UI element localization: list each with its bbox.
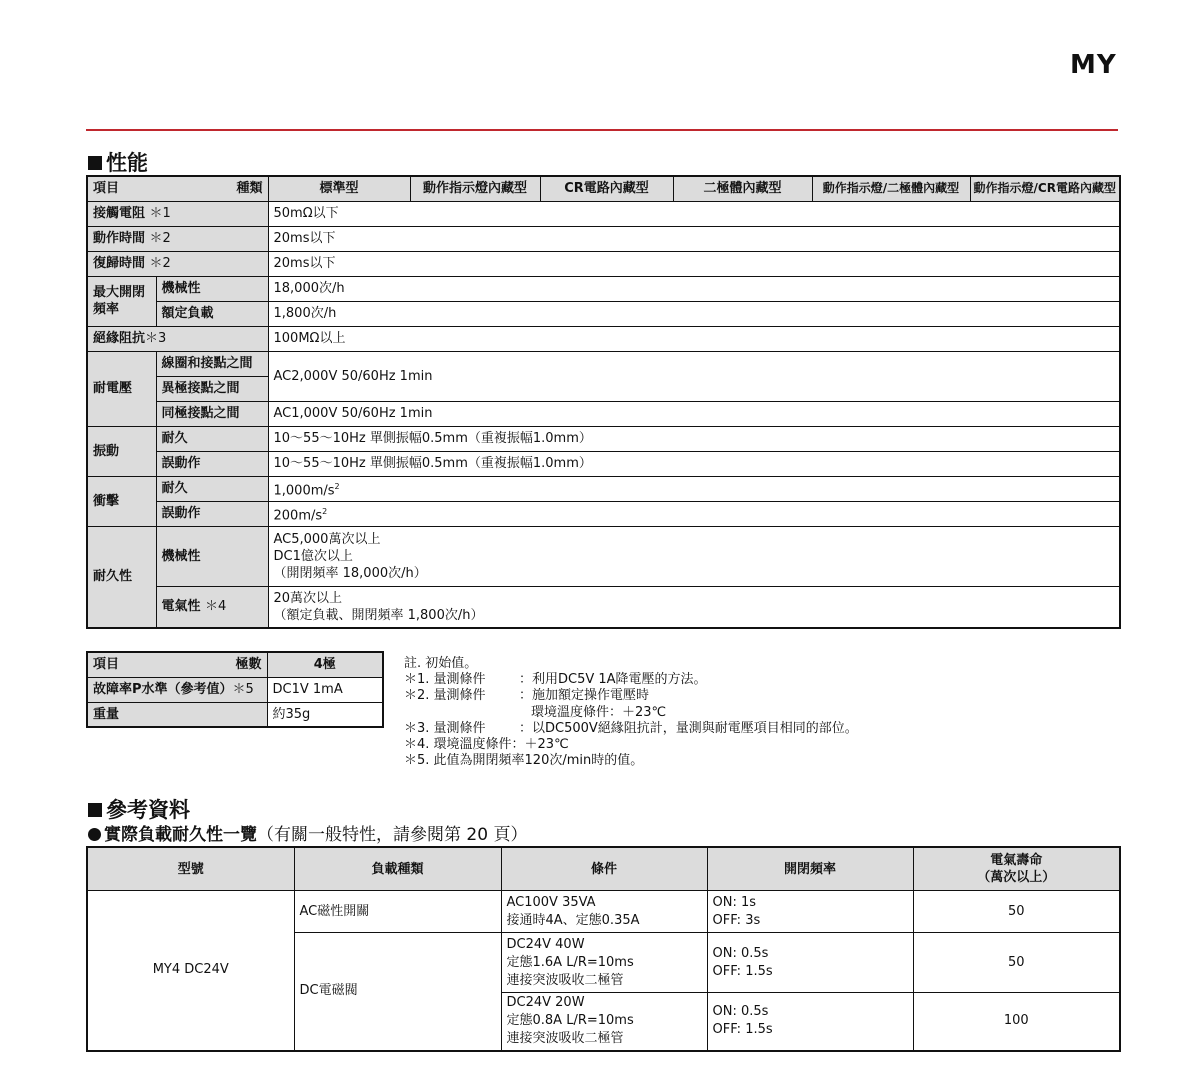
note-4: ＊4. 環境溫度條件：＋23℃ (404, 737, 569, 753)
label-max-freq-rated: 額定負載 (156, 301, 268, 326)
subsection-reference: （有關一般特性，請參閱第 20 頁） (257, 825, 528, 845)
label-dielectric: 耐電壓 (87, 351, 156, 426)
label-release-time: 復歸時間 ＊2 (87, 251, 268, 276)
cell-cond-1: AC100V 35VA 接通時4A、定態0.35A (501, 891, 707, 933)
col-standard: 標準型 (268, 176, 410, 201)
header-condition: 條件 (501, 847, 707, 891)
value-release-time: 20ms以下 (268, 251, 1120, 276)
value-dielectric-2: AC1,000V 50/60Hz 1min (268, 401, 1120, 426)
header-divider (86, 129, 1118, 131)
cell-life-2: 50 (913, 933, 1120, 993)
row-vibration-malfunction (87, 451, 1120, 476)
col-indicator: 動作指示燈內藏型 (410, 176, 540, 201)
value-contact-resistance: 50mΩ以下 (268, 201, 1120, 226)
section-reference-title: 參考資料 (106, 798, 190, 822)
cell-ac-load: AC磁性開關 (294, 891, 501, 933)
note-1: ＊1. 量測條件 ：利用DC5V 1A降電壓的方法。 (404, 672, 707, 688)
circle-bullet-icon (88, 828, 101, 841)
label-shock-durability: 耐久 (156, 476, 268, 501)
label-vibration: 振動 (87, 426, 156, 476)
poles-table (86, 651, 384, 728)
label-life-mechanical: 機械性 (156, 526, 268, 586)
label-contact-resistance: 接觸電阻 ＊1 (87, 201, 268, 226)
header-electrical-life: 電氣壽命 （萬次以上） (913, 847, 1120, 891)
label-failure-rate: 故障率P水準（參考值）＊5 (87, 677, 267, 702)
value-vibration-malfunction: 10～55～10Hz 單側振幅0.5mm（重複振幅1.0mm） (268, 451, 1120, 476)
label-weight: 重量 (87, 702, 267, 727)
value-shock-durability: $1,000m/s^2$ (268, 476, 1120, 501)
value-operate-time: 20ms以下 (268, 226, 1120, 251)
row-dielectric-3 (87, 401, 1120, 426)
row-max-freq-rated (87, 301, 1120, 326)
load-life-row-1 (87, 891, 1120, 933)
header-model: 型號 (87, 847, 294, 891)
load-life-header-row (87, 847, 1120, 891)
performance-table (86, 175, 1121, 629)
note-2: ＊2. 量測條件 ：施加額定操作電壓時 (404, 688, 650, 704)
col-diode: 二極體內藏型 (673, 176, 812, 201)
header-frequency: 開閉頻率 (707, 847, 913, 891)
perf-header-item-type (87, 176, 268, 201)
row-vibration-durability (87, 426, 1120, 451)
row-release-time (87, 251, 1120, 276)
label-insulation: 絕緣阻抗＊3 (87, 326, 268, 351)
label-max-freq-mechanical: 機械性 (156, 276, 268, 301)
row-shock-malfunction (87, 501, 1120, 526)
perf-header-row (87, 176, 1120, 201)
value-failure-rate: DC1V 1mA (267, 677, 383, 702)
label-same-pole: 同極接點之間 (156, 401, 268, 426)
row-insulation (87, 326, 1120, 351)
value-life-electrical: 20萬次以上 （額定負載、開閉頻率 1,800次/h） (268, 586, 1120, 628)
row-operate-time (87, 226, 1120, 251)
col-indicator-diode: 動作指示燈/二極體內藏型 (812, 176, 970, 201)
col-cr: CR電路內藏型 (540, 176, 673, 201)
value-weight: 約35g (267, 702, 383, 727)
row-failure-rate (87, 677, 383, 702)
value-insulation: 100MΩ以上 (268, 326, 1120, 351)
cell-life-3: 100 (913, 993, 1120, 1051)
row-dielectric-1 (87, 351, 1120, 376)
value-max-freq-rated: 1,800次/h (268, 301, 1120, 326)
header-load-type: 負載種類 (294, 847, 501, 891)
cell-life-1: 50 (913, 891, 1120, 933)
poles-header-item: 項目 極數 (87, 652, 267, 677)
col-indicator-cr: 動作指示燈/CR電路內藏型 (970, 176, 1120, 201)
section-performance-heading (88, 147, 148, 177)
square-bullet-icon (88, 803, 102, 817)
row-shock-durability (87, 476, 1120, 501)
label-life: 耐久性 (87, 526, 156, 628)
cell-cond-3: DC24V 20W 定態0.8A L/R=10ms 連接突波吸收二極管 (501, 993, 707, 1051)
subsection-title: 實際負載耐久性一覽 (104, 825, 257, 845)
cell-cond-2: DC24V 40W 定態1.6A L/R=10ms 連接突波吸收二極管 (501, 933, 707, 993)
value-dielectric-1: AC2,000V 50/60Hz 1min (268, 351, 1120, 401)
value-vibration-durability: 10～55～10Hz 單側振幅0.5mm（重複振幅1.0mm） (268, 426, 1120, 451)
label-diff-pole: 異極接點之間 (156, 376, 268, 401)
cell-model: MY4 DC24V (87, 891, 294, 1051)
row-life-electrical (87, 586, 1120, 628)
header-item-label: 項目 (93, 181, 120, 197)
note-intro: 註. 初始值。 (404, 656, 478, 671)
load-life-table (86, 846, 1121, 1052)
poles-header-row (87, 652, 383, 677)
section-performance-title: 性能 (106, 151, 148, 175)
row-max-freq-mech (87, 276, 1120, 301)
value-shock-malfunction: $200m/s^2$ (268, 501, 1120, 526)
cell-freq-3: ON: 0.5s OFF: 1.5s (707, 993, 913, 1051)
cell-freq-1: ON: 1s OFF: 3s (707, 891, 913, 933)
label-vibration-malfunction: 誤動作 (156, 451, 268, 476)
row-life-mechanical (87, 526, 1120, 586)
label-life-electrical: 電氣性 ＊4 (156, 586, 268, 628)
note-3: ＊3. 量測條件 ：以DC500V絕緣阻抗計，量測與耐電壓項目相同的部位。 (404, 720, 858, 736)
cell-freq-2: ON: 0.5s OFF: 1.5s (707, 933, 913, 993)
value-max-freq-mechanical: 18,000次/h (268, 276, 1120, 301)
label-vibration-durability: 耐久 (156, 426, 268, 451)
notes-block (404, 656, 858, 769)
value-life-mechanical: AC5,000萬次以上 DC1億次以上 （開閉頻率 18,000次/h） (268, 526, 1120, 586)
row-weight (87, 702, 383, 727)
label-shock: 衝擊 (87, 476, 156, 526)
label-max-freq: 最大開閉頻率 (87, 276, 156, 326)
poles-header-4: 4極 (267, 652, 383, 677)
note-5: ＊5. 此值為開閉頻率120次/min時的值。 (404, 753, 644, 769)
brand-title: MY (1070, 50, 1117, 80)
label-operate-time: 動作時間 ＊2 (87, 226, 268, 251)
note-2-cont: 環境溫度條件：＋23℃ (531, 704, 667, 720)
square-bullet-icon (88, 156, 102, 170)
subsection-load-life (88, 820, 527, 845)
header-type-label: 種類 (236, 181, 263, 197)
row-contact-resistance (87, 201, 1120, 226)
label-shock-malfunction: 誤動作 (156, 501, 268, 526)
cell-dc-load: DC電磁閥 (294, 933, 501, 1051)
label-coil-contact: 線圈和接點之間 (156, 351, 268, 376)
